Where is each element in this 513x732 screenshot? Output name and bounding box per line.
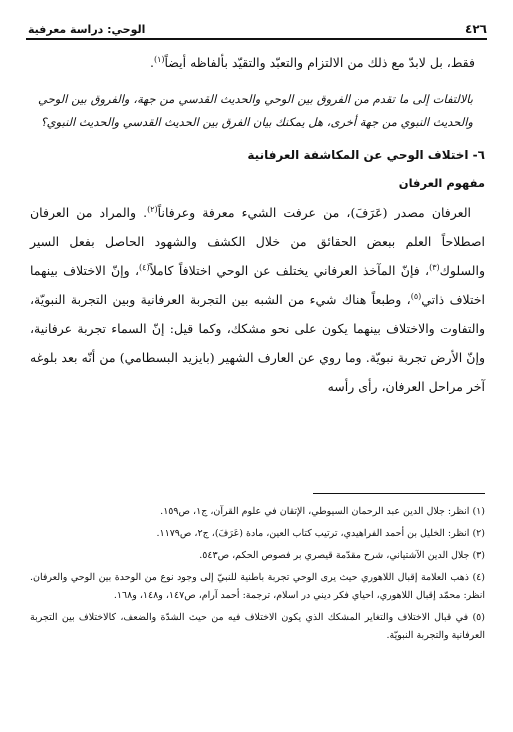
footnotes	[30, 503, 485, 645]
page-body	[30, 50, 485, 401]
footnote-ref-1: (١)	[153, 54, 165, 64]
page-header	[28, 14, 487, 36]
main-text-2: . والمراد من العرفان اصطلاحاً العلم ببعض الحقائق من خلال الكشف والشهود الحاصل بفعل السير والسلوك	[30, 205, 485, 278]
intro-text: فقط، بل لابدّ مع ذلك من الالتزام والتعبّد والتقيّد بألفاظه أيضاً	[164, 55, 475, 70]
footnote-ref-2: (٢)	[147, 204, 158, 214]
footnote-4: (٤) ذهب العلامة إقبال اللاهوري حيث يرى الوحي تجربة باطنية للنبيّ إلى وجود نوع من الوحدة بين الوحي والعرفان. انظر: محمّد إقبال اللاهوري، احياي فكر ديني در اسلام، ترجمة: أحمد آرام، ص١٤٧، و١٤٨، و١٦٨.	[30, 572, 485, 601]
footnote-3: (٣) جلال الدين الآشتياني، شرح مقدّمة قيصري بر فصوص الحكم، ص٥٤٣.	[199, 550, 485, 561]
main-text-1: العرفان مصدر (عَرَفَ)، من عرفت الشيء معرفة وعرفاناً	[157, 205, 471, 220]
footnote-1: (١) انظر: جلال الدين عبد الرحمان السيوطي، الإتقان في علوم القرآن، ج١، ص١٥٩.	[160, 506, 485, 517]
footnote-ref-4: (٤)	[139, 262, 150, 272]
page-number: ٤٢٦	[465, 22, 487, 36]
sub-heading: مفهوم العرفان	[398, 176, 485, 190]
footnote-ref-5: (٥)	[410, 291, 422, 301]
header-rule	[26, 38, 487, 40]
section-heading: ٦- اختلاف الوحي عن المكاشفة العرفانية	[247, 148, 485, 162]
footnote-5: (٥) في قبال الاختلاف والتغاير المشكك الذي يكون الاختلاف فيه من حيث الشدّة والضعف، كالاختلاف بين التجربة العرفانية والتجربة النبويّة.	[30, 612, 485, 641]
main-text-4: ، وإنّ الاختلاف بينهما اختلاف ذاتي	[30, 263, 485, 307]
footnote-separator	[313, 493, 485, 494]
main-text-3: ، فإنّ المآخذ العرفاني يختلف عن الوحي اختلافاً كاملاً	[149, 263, 430, 278]
running-title: الوحي: دراسة معرفية	[28, 23, 146, 36]
intro-end: .	[149, 55, 154, 70]
footnote-2: (٢) انظر: الخليل بن أحمد الفراهيدي، ترتيب كتاب العين، مادة (عَرَفَ)، ج٢، ص١١٧٩.	[156, 528, 485, 539]
intro-paragraph	[30, 50, 485, 76]
main-text-5: ، وطبعاً هناك شيء من الشبه بين التجربة العرفانية وبين التجربة النبويّة، والتفاوت والاختلاف بينهما يكون على نحو مشكك، وكما قيل: إنّ السماء تجربة عرفانية، وإنّ الأرض تجربة نبويّة. وما روي عن العارف الشهير (بايزيد البسطامي) من أنّه بعد بلوغه آخر مراحل العرفان، رأى رأسه	[30, 292, 485, 394]
footnote-ref-3: (٣)	[429, 262, 440, 272]
main-paragraph	[30, 198, 485, 401]
review-question: بالالتفات إلى ما تقدم من الفروق بين الوحي والحديث القدسي من جهة، والفروق بين الوحي والحديث النبوي من جهة أخرى، هل يمكنك بيان الفرق بين الحديث القدسي والحديث النبوي؟	[38, 92, 473, 129]
